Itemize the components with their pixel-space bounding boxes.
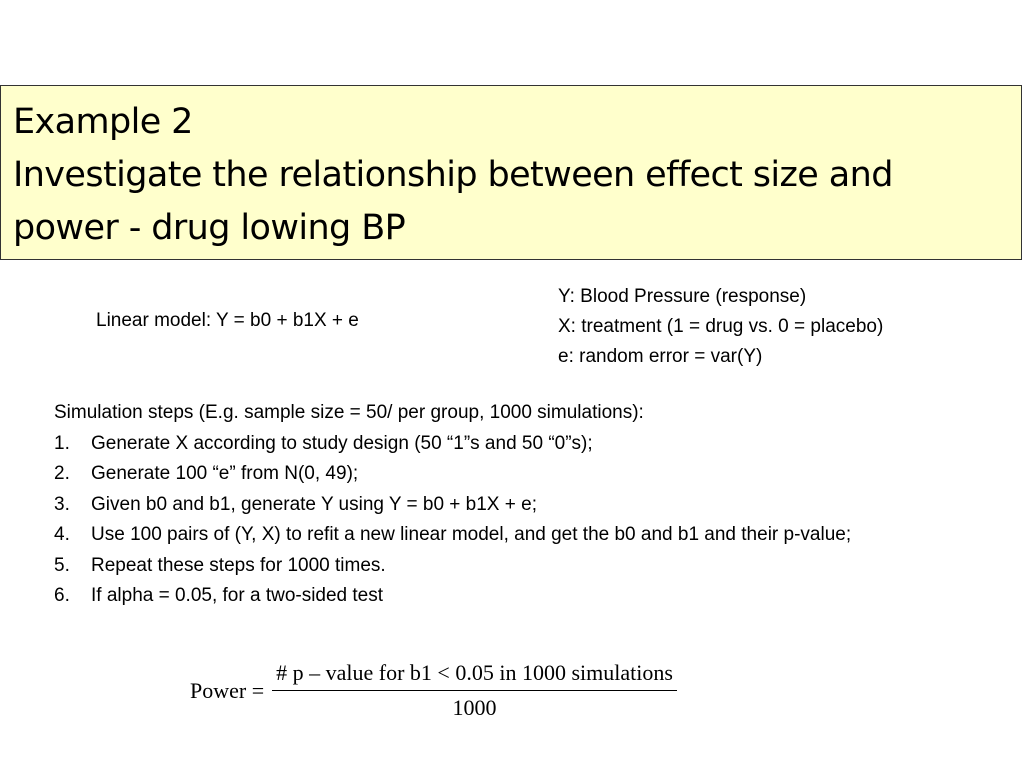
title-box xyxy=(0,85,1022,260)
formula-lhs: Power = xyxy=(190,677,265,703)
slide-title-line-1: Example 2 xyxy=(13,102,193,142)
linear-model-equation: Linear model: Y = b0 + b1X + e xyxy=(96,310,359,331)
step-text: Given b0 and b1, generate Y using Y = b0 + b1X + e; xyxy=(91,493,537,515)
formula-fraction xyxy=(272,658,677,723)
definition-x: X: treatment (1 = drug vs. 0 = placebo) xyxy=(558,316,884,337)
step-text: If alpha = 0.05, for a two-sided test xyxy=(91,585,384,606)
formula-denominator: 1000 xyxy=(452,695,497,720)
step-number: 5. xyxy=(54,554,70,576)
simulation-steps xyxy=(54,398,974,612)
step-number: 2. xyxy=(54,463,70,484)
formula-numerator: # p – value for b1 < 0.05 in 1000 simulations xyxy=(272,658,677,691)
definition-y: Y: Blood Pressure (response) xyxy=(558,286,807,307)
list-item xyxy=(54,551,974,582)
variable-definitions xyxy=(558,282,883,372)
step-number: 4. xyxy=(54,524,70,545)
step-text: Repeat these steps for 1000 times. xyxy=(91,554,386,576)
power-formula xyxy=(190,658,677,723)
step-text: Use 100 pairs of (Y, X) to refit a new linear model, and get the b0 and b1 and their p-value; xyxy=(91,524,852,545)
step-number: 1. xyxy=(54,432,70,454)
slide-title-line-3: power - drug lowing BP xyxy=(13,208,406,248)
step-number: 6. xyxy=(54,585,70,606)
step-text: Generate X according to study design (50 “1”s and 50 “0”s); xyxy=(91,432,593,454)
step-text: Generate 100 “e” from N(0, 49); xyxy=(91,463,359,484)
slide-title-line-2: Investigate the relationship between effect size and xyxy=(13,155,893,195)
list-item xyxy=(54,429,974,460)
list-item xyxy=(54,490,974,521)
list-item xyxy=(54,581,974,612)
list-item xyxy=(54,520,974,551)
step-number: 3. xyxy=(54,493,70,515)
simulation-intro: Simulation steps (E.g. sample size = 50/ per group, 1000 simulations): xyxy=(54,402,644,423)
definition-e: e: random error = var(Y) xyxy=(558,346,763,367)
list-item xyxy=(54,459,974,490)
